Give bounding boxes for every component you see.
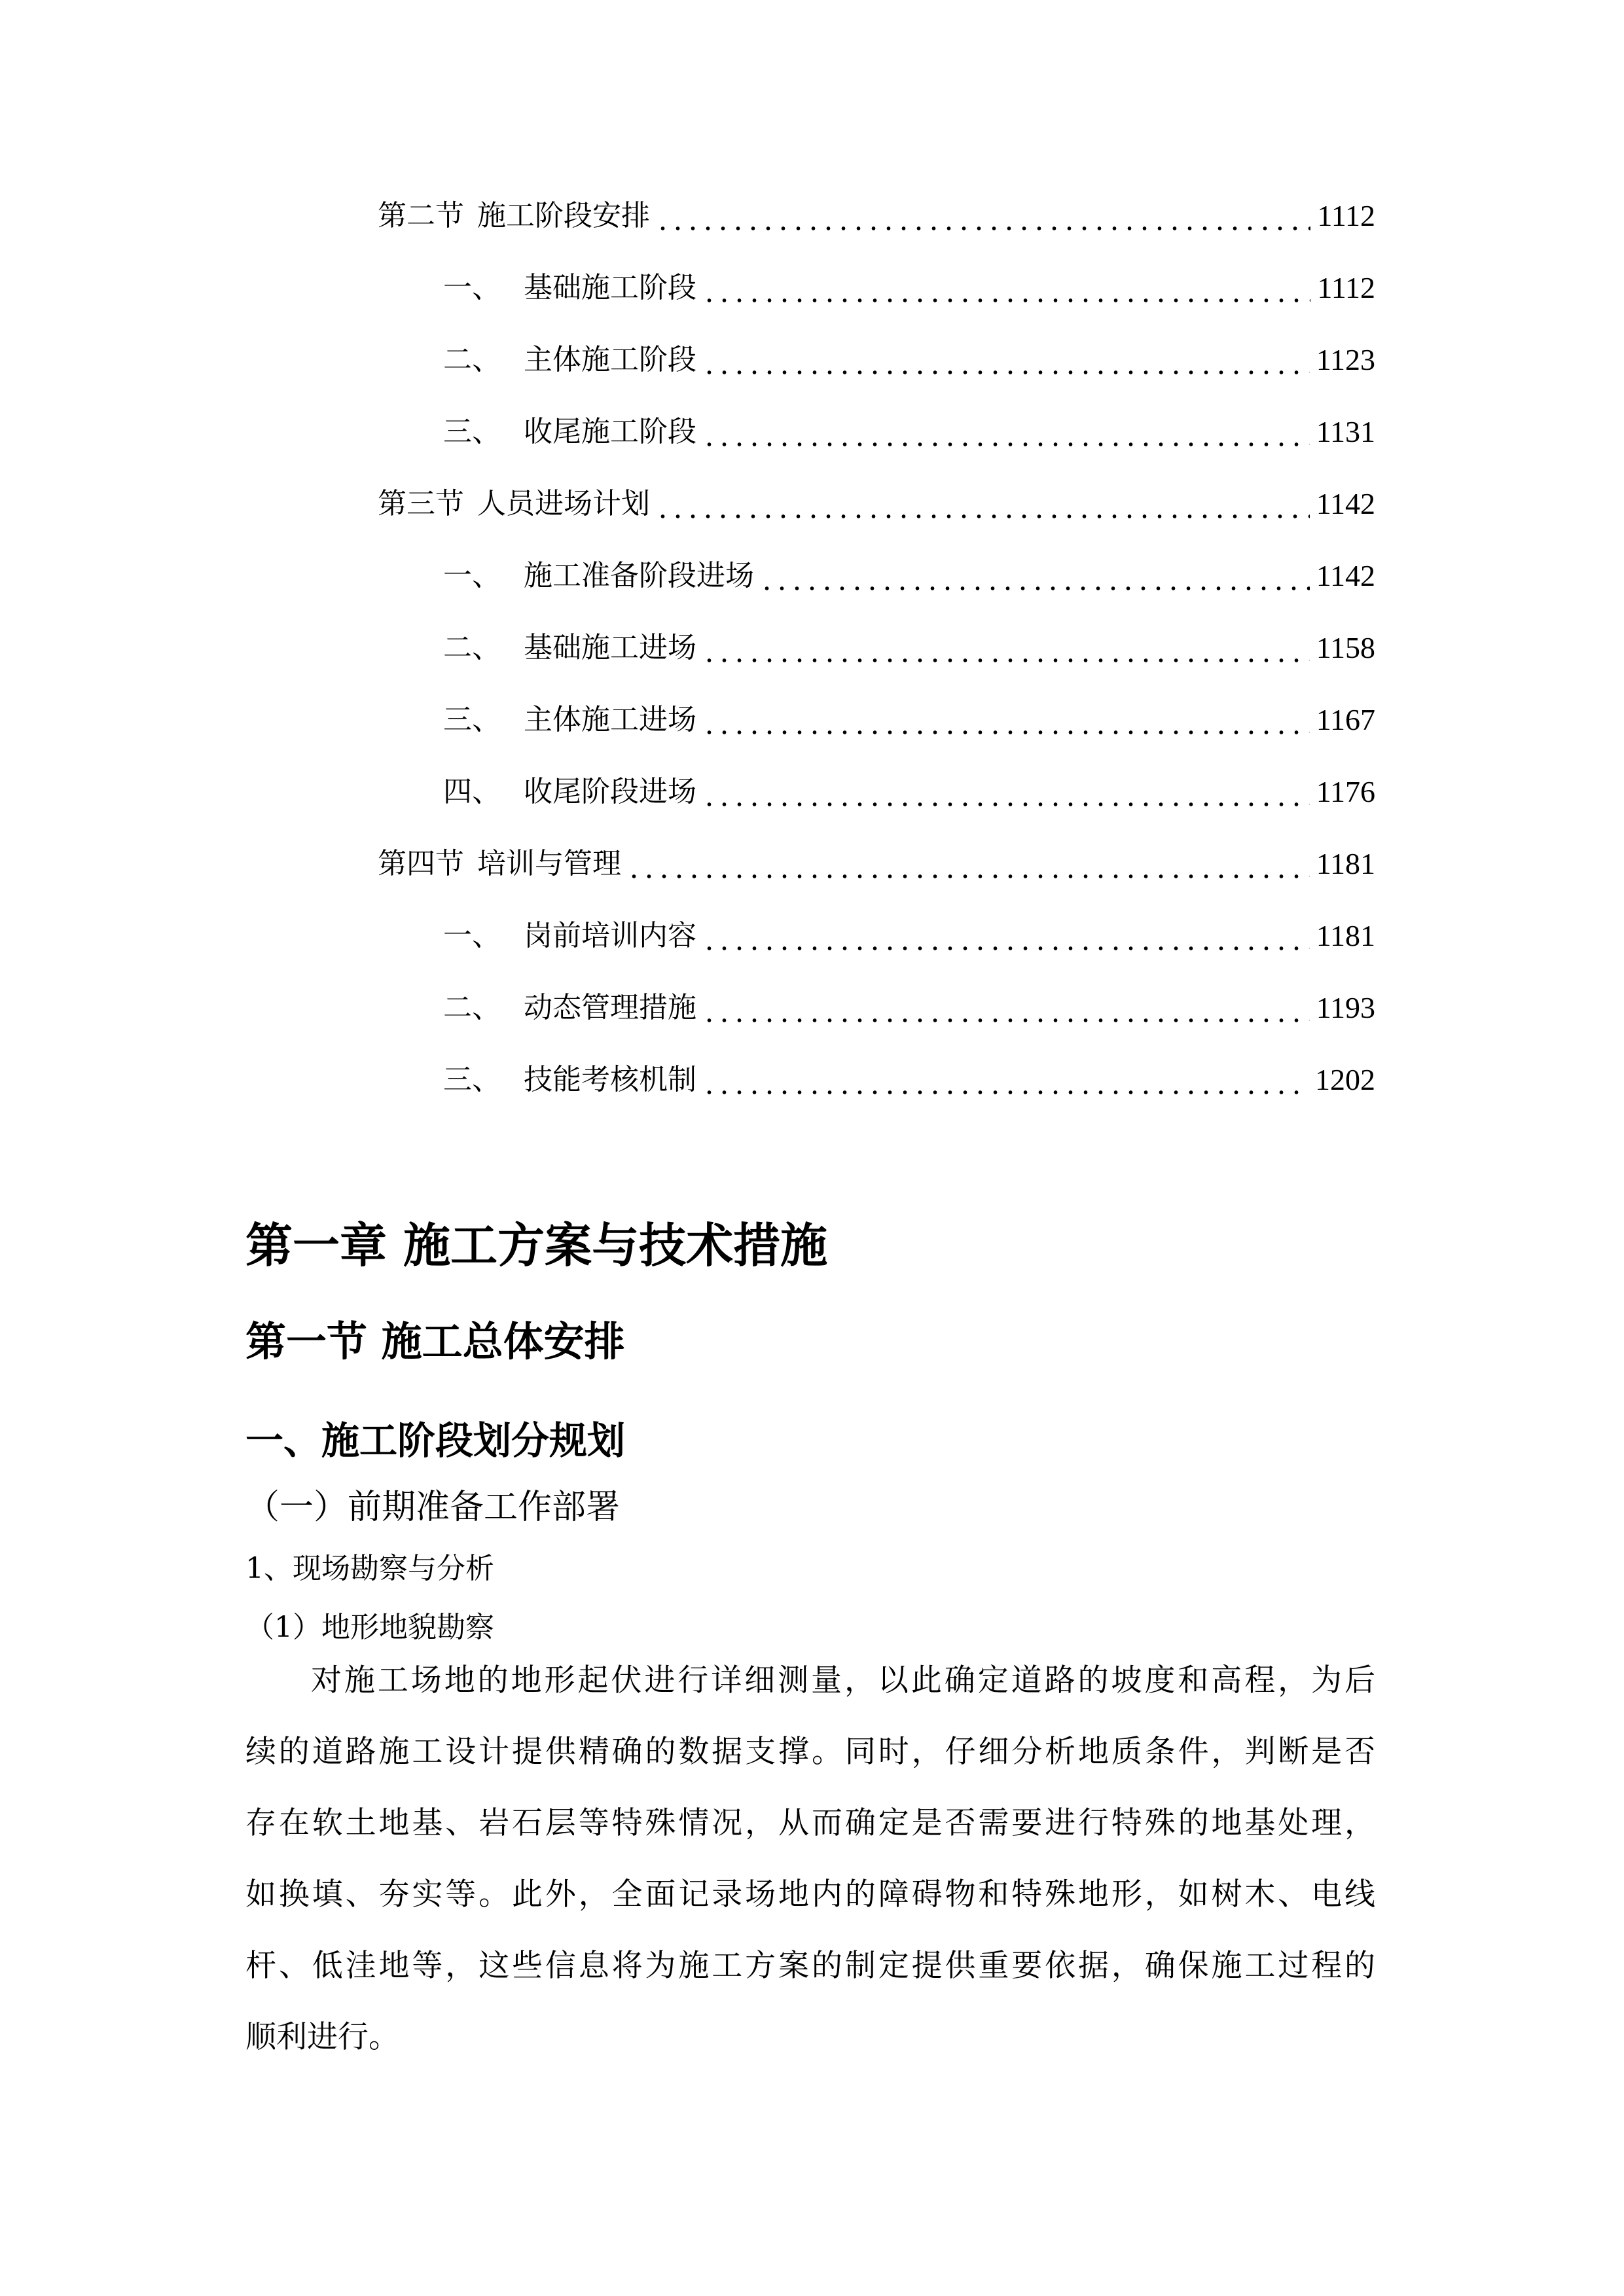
toc-entry-page: 1202 (1315, 1063, 1375, 1096)
toc-entry-page: 1112 (1317, 271, 1375, 304)
toc-entry-page: 1142 (1316, 559, 1375, 592)
toc-entry-section: 第三节 (378, 487, 464, 520)
toc-entry-title: 主体施工进场 (524, 703, 696, 736)
toc-entry-page: 1123 (1316, 343, 1375, 376)
toc-entry[interactable] (443, 1060, 1375, 1100)
paragraph-line: 如换填、夯实等。此外，全面记录场地内的障碍物和特殊地形，如树木、电线 (245, 1876, 1375, 1912)
toc-entry-section: 第四节 (378, 847, 464, 880)
toc-entry[interactable] (443, 340, 1375, 380)
paragraph-line: 对施工场地的地形起伏进行详细测量，以此确定道路的坡度和高程，为后 (311, 1662, 1375, 1698)
toc-entry-number: 三、 (443, 703, 501, 736)
toc-entry[interactable] (443, 700, 1375, 740)
toc-entry-number: 二、 (443, 991, 501, 1024)
toc-entry[interactable] (378, 844, 1375, 884)
toc-entry-page: 1131 (1316, 415, 1375, 448)
toc-entry-number: 一、 (443, 919, 501, 952)
toc-entry[interactable] (443, 988, 1375, 1028)
paragraph-line: 续的道路施工设计提供精确的数据支撑。同时，仔细分析地质条件，判断是否 (245, 1734, 1375, 1770)
toc-entry-page: 1181 (1316, 847, 1375, 880)
dot-leader (702, 988, 1310, 1028)
item-heading: 1、现场勘察与分析 (245, 1552, 494, 1585)
paragraph-line: 杆、低洼地等，这些信息将为施工方案的制定提供重要依据，确保施工过程的 (245, 1948, 1375, 1984)
toc-entry[interactable] (443, 412, 1375, 452)
subitem-heading: （1）地形地貌勘察 (245, 1611, 494, 1644)
toc-entry-page: 1158 (1316, 631, 1375, 664)
toc-entry-title: 培训与管理 (477, 847, 621, 880)
dot-leader (702, 628, 1310, 668)
toc-entry-title: 施工阶段安排 (477, 199, 650, 232)
toc-entry-title: 人员进场计划 (477, 487, 650, 520)
dot-leader (655, 196, 1310, 236)
toc-entry-title: 基础施工进场 (524, 631, 696, 664)
toc-entry-title: 收尾施工阶段 (524, 415, 696, 448)
dot-leader (702, 700, 1310, 740)
toc-entry[interactable] (378, 484, 1375, 524)
toc-entry-title: 基础施工阶段 (524, 271, 696, 304)
chapter-heading: 第一章 施工方案与技术措施 (245, 1218, 828, 1273)
toc-entry-title: 主体施工阶段 (524, 343, 696, 376)
toc-entry-page: 1176 (1316, 775, 1375, 808)
dot-leader (702, 340, 1310, 380)
dot-leader (759, 556, 1310, 596)
section-heading: 第一节 施工总体安排 (245, 1318, 625, 1365)
toc-entry[interactable] (443, 628, 1375, 668)
toc-entry-number: 二、 (443, 631, 501, 664)
toc-entry[interactable] (443, 268, 1375, 308)
dot-leader (702, 1060, 1308, 1100)
toc-entry-number: 一、 (443, 271, 501, 304)
toc-entry-number: 一、 (443, 559, 501, 592)
toc-entry-number: 二、 (443, 343, 501, 376)
toc-entry-page: 1167 (1316, 703, 1375, 736)
body-paragraph (245, 1661, 1375, 2089)
subsection-heading: 一、施工阶段划分规划 (245, 1418, 626, 1463)
paragraph-line: 存在软土地基、岩石层等特殊情况，从而确定是否需要进行特殊的地基处理， (245, 1805, 1375, 1841)
paragraph-line: 顺利进行。 (245, 2019, 399, 2055)
toc-entry[interactable] (443, 556, 1375, 596)
toc-entry-title: 动态管理措施 (524, 991, 696, 1024)
toc-entry-number: 三、 (443, 415, 501, 448)
subsubsection-heading: （一）前期准备工作部署 (245, 1488, 621, 1527)
toc-entry-page: 1181 (1316, 919, 1375, 952)
dot-leader (702, 268, 1310, 308)
dot-leader (702, 772, 1310, 812)
toc-entry[interactable] (443, 772, 1375, 812)
dot-leader (626, 844, 1310, 884)
toc-entry-number: 四、 (443, 775, 501, 808)
toc-entry-title: 岗前培训内容 (524, 919, 696, 952)
dot-leader (702, 412, 1310, 452)
toc-entry[interactable] (443, 916, 1375, 956)
toc-entry-section: 第二节 (378, 199, 464, 232)
toc-entry-page: 1112 (1317, 199, 1375, 232)
toc-entry-title: 技能考核机制 (524, 1063, 696, 1096)
dot-leader (655, 484, 1310, 524)
toc-entry-title: 收尾阶段进场 (524, 775, 696, 808)
dot-leader (702, 916, 1310, 956)
toc-entry-page: 1193 (1316, 991, 1375, 1024)
toc-entry[interactable] (378, 196, 1375, 236)
toc-entry-page: 1142 (1316, 487, 1375, 520)
toc-entry-title: 施工准备阶段进场 (524, 559, 754, 592)
toc-entry-number: 三、 (443, 1063, 501, 1096)
